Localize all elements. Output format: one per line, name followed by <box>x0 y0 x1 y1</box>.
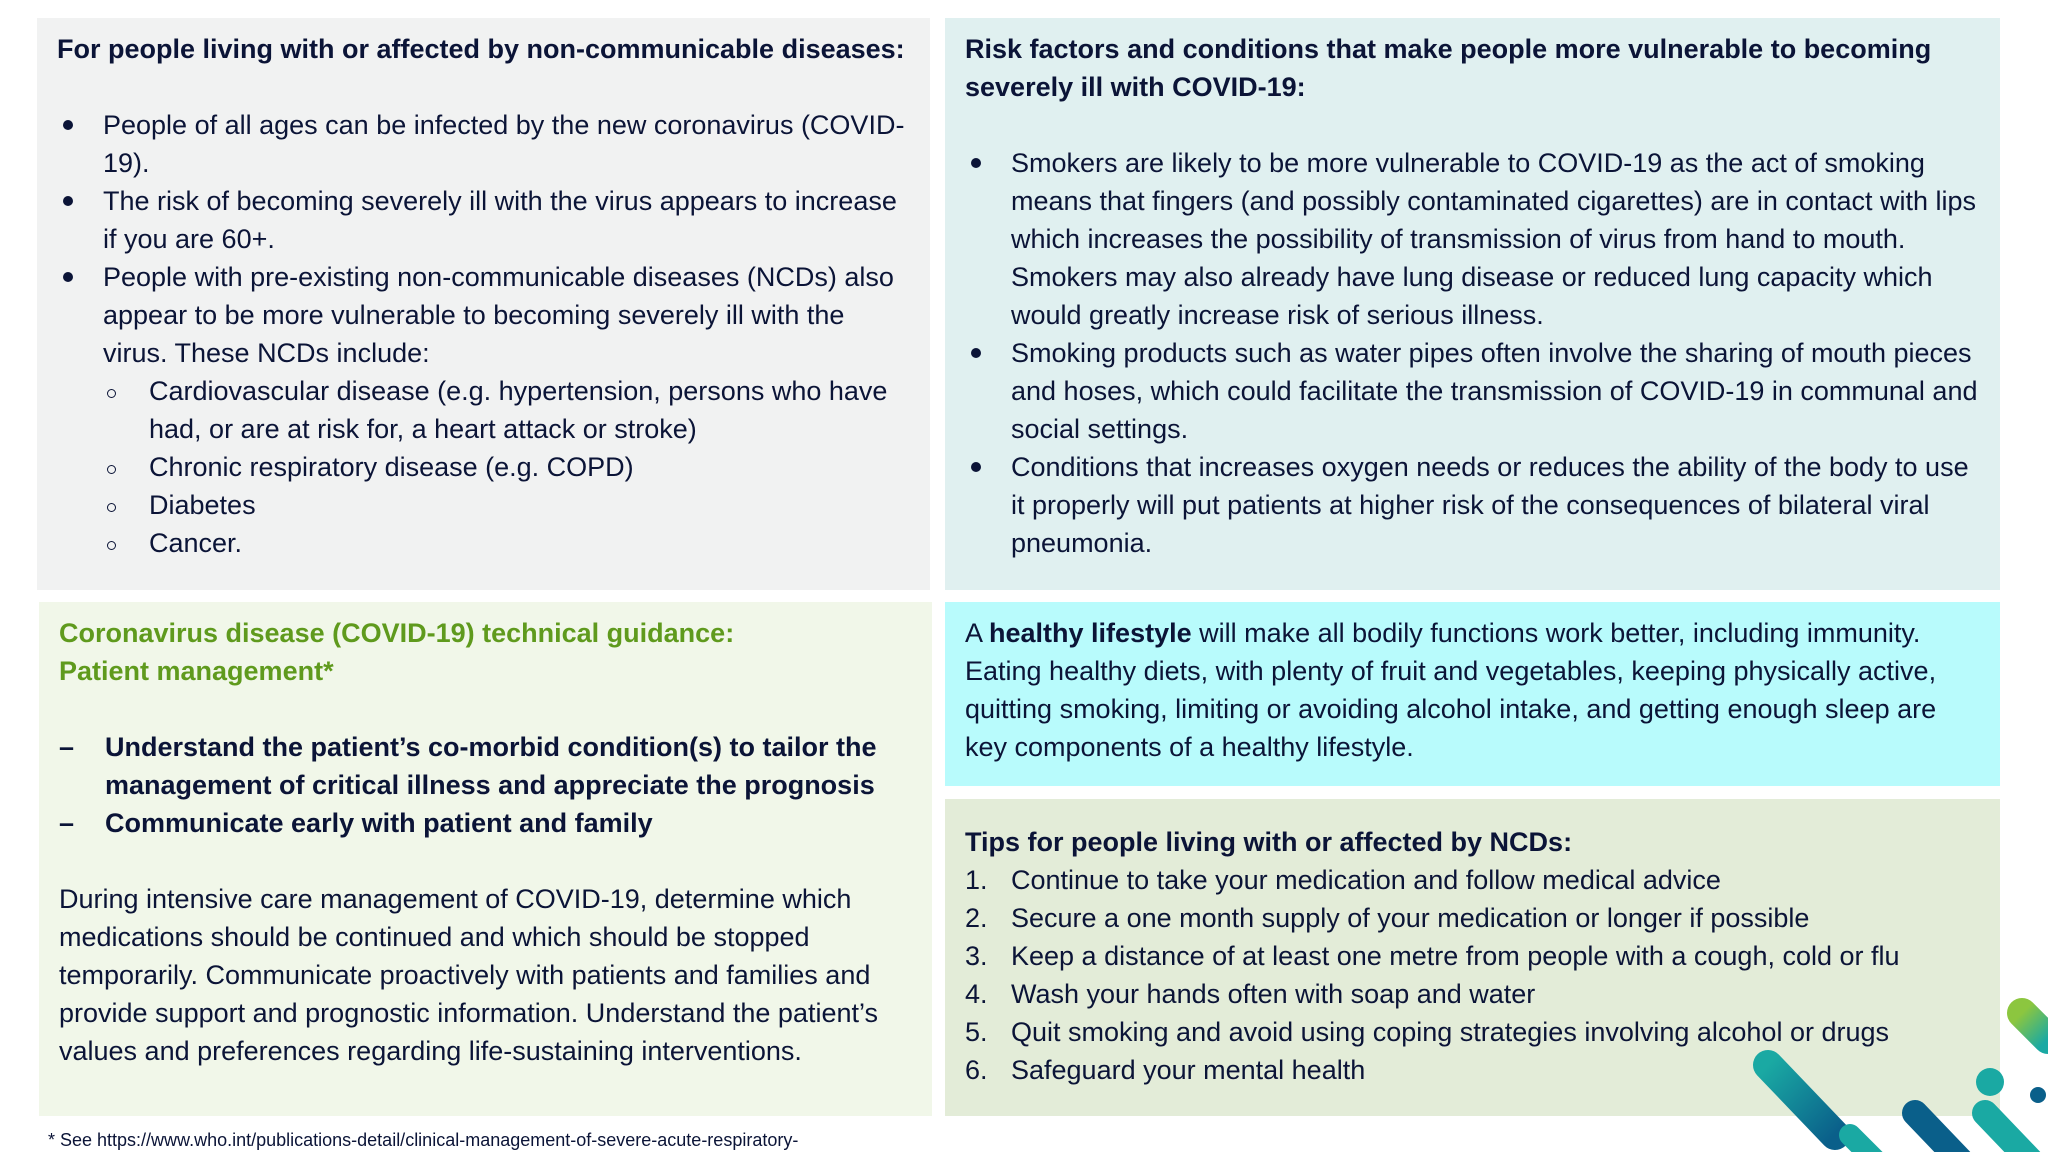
list-item-text: Understand the patient’s co-morbid condition(s) to tailor the management of critical illness and appreciate the prognosis <box>105 732 877 800</box>
list-item <box>59 728 912 804</box>
list-item-text: People with pre-existing non-communicable diseases (NCDs) also appear to be more vulnerable to becoming severely ill with the virus. These NCDs include: <box>103 262 894 368</box>
list-item: Smoking products such as water pipes often involve the sharing of mouth pieces and hoses, which could facilitate the transmission of COVID-19 in communal and social settings. <box>965 334 1980 448</box>
list-item-text: Safeguard your mental health <box>1011 1055 1366 1085</box>
ncd-info-panel <box>37 18 930 590</box>
list-item: Diabetes <box>103 486 910 524</box>
lifestyle-emphasis: healthy lifestyle <box>989 618 1192 648</box>
lifestyle-prefix: A <box>965 618 990 648</box>
dash-marker: – <box>59 732 75 762</box>
list-item: Cardiovascular disease (e.g. hypertension, persons who have had, or are at risk for, a heart attack or stroke) <box>103 372 910 448</box>
footnote-reference: * See https://www.who.int/publications-detail/clinical-management-of-severe-acute-respiratory- <box>48 1130 799 1150</box>
lifestyle-paragraph <box>965 614 1980 766</box>
list-item-text: Wash your hands often with soap and water <box>1011 979 1536 1009</box>
risk-bullet-list <box>965 144 1980 562</box>
list-item-text: Keep a distance of at least one metre from people with a cough, cold or flu <box>1011 941 1900 971</box>
ncd-bullet-list <box>57 106 910 562</box>
list-item <box>59 804 912 842</box>
list-number: 5. <box>965 1017 988 1047</box>
risk-heading: Risk factors and conditions that make people more vulnerable to becoming severely ill with COVID-19: <box>965 34 1932 102</box>
technical-guidance-panel <box>39 602 932 1116</box>
list-item: People of all ages can be infected by the new coronavirus (COVID-19). <box>57 106 910 182</box>
list-item-text: Quit smoking and avoid using coping strategies involving alcohol or drugs <box>1011 1017 1890 1047</box>
list-item-text: Continue to take your medication and follow medical advice <box>1011 865 1721 895</box>
healthy-lifestyle-panel <box>945 602 2000 786</box>
guidance-title: Coronavirus disease (COVID-19) technical guidance: <box>59 618 735 648</box>
list-number: 4. <box>965 979 988 1009</box>
list-item <box>965 861 1980 899</box>
list-item <box>965 937 1980 975</box>
list-item <box>965 899 1980 937</box>
list-number: 2. <box>965 903 988 933</box>
list-item <box>57 258 910 562</box>
list-number: 1. <box>965 865 988 895</box>
guidance-paragraph: During intensive care management of COVID-19, determine which medications should be continued and which should be stopped temporarily. Communicate proactively with patients and families and provide support and prognostic information. Understand the patient’s values and preferences regarding life-sustaining interventions. <box>59 884 879 1066</box>
tips-heading: Tips for people living with or affected by NCDs: <box>965 827 1573 857</box>
ncd-sub-list <box>103 372 910 562</box>
ncd-heading: For people living with or affected by non-communicable diseases: <box>57 34 905 64</box>
lifestyle-text: will make all bodily functions work better, including immunity. Eating healthy diets, with plenty of fruit and vegetables, keeping physically active, quitting smoking, limiting or avoiding alcohol intake, and getting enough sleep are key components of a healthy lifestyle. <box>965 618 1937 762</box>
guidance-dash-list <box>59 728 912 842</box>
list-item: The risk of becoming severely ill with the virus appears to increase if you are 60+. <box>57 182 910 258</box>
risk-factors-panel <box>945 18 2000 590</box>
list-number: 6. <box>965 1055 988 1085</box>
list-item: Smokers are likely to be more vulnerable to COVID-19 as the act of smoking means that fingers (and possibly contaminated cigarettes) are in contact with lips which increases the possibility of transmission of virus from hand to mouth. Smokers may also already have lung disease or reduced lung capacity which would greatly increase risk of serious illness. <box>965 144 1980 334</box>
list-item-text: Communicate early with patient and family <box>105 808 653 838</box>
guidance-subtitle: Patient management* <box>59 656 334 686</box>
list-number: 3. <box>965 941 988 971</box>
list-item: Chronic respiratory disease (e.g. COPD) <box>103 448 910 486</box>
list-item-text: Secure a one month supply of your medication or longer if possible <box>1011 903 1810 933</box>
list-item: Conditions that increases oxygen needs or reduces the ability of the body to use it properly will put patients at higher risk of the consequences of bilateral viral pneumonia. <box>965 448 1980 562</box>
list-item: Cancer. <box>103 524 910 562</box>
brand-strokes-decoration <box>1740 995 2048 1152</box>
dash-marker: – <box>59 808 75 838</box>
